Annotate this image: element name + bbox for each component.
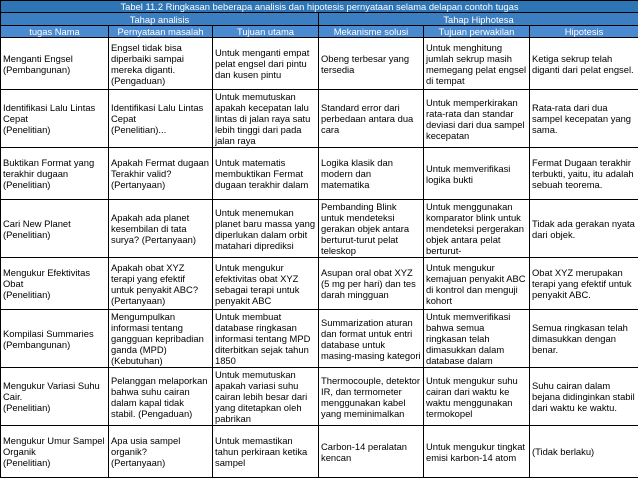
table-title: Tabel 11.2 Ringkasan beberapa analisis dan hipotesis pernyataan selama delapan contoh tugas [1, 1, 638, 13]
col-header-hypothesis: Hipotesis [530, 25, 638, 37]
cell-problem-statement: Apakah Fermat dugaan Terakhir valid? (Pertanyaan) [109, 148, 213, 200]
column-header-row [1, 25, 638, 37]
cell-task-name: Kompilasi Summaries (Pembangunan) [1, 309, 109, 367]
cell-solution-mechanism: Thermocouple, detektor IR, dan termometer menggunakan kabel yang meminimalkan [319, 368, 424, 426]
cell-hypothesis: Rata-rata dari dua sampel kecepatan yang sama. [530, 90, 638, 148]
table-row [1, 309, 638, 367]
cell-task-name: Buktikan Format yang terakhir dugaan (Penelitian) [1, 148, 109, 200]
cell-main-goal: Untuk menemukan planet baru massa yang diperlukan dalam orbit matahari diprediksi [213, 200, 319, 258]
cell-hypothesis: Ketiga sekrup telah diganti dari pelat engsel. [530, 38, 638, 90]
table-row [1, 38, 638, 90]
cell-hypothesis: Tidak ada gerakan nyata dari objek. [530, 200, 638, 258]
col-header-task-name: tugas Nama [1, 25, 109, 37]
cell-hypothesis: Fermat Dugaan terakhir terbukti, yaitu, itu adalah sebuah teorema. [530, 148, 638, 200]
cell-problem-statement: Identifikasi Lalu Lintas Cepat (Penelitian)... [109, 90, 213, 148]
cell-hypothesis: (Tidak berlaku) [530, 426, 638, 478]
cell-task-name: Mengukur Umur Sampel Organik (Penelitian) [1, 426, 109, 478]
cell-representative-goal: Untuk mengukur suhu cairan dari waktu ke waktu menggunakan termokopel [424, 368, 530, 426]
cell-representative-goal: Untuk memverifikasi bahwa semua ringkasan telah dimasukkan dalam database dalam [424, 309, 530, 367]
cell-representative-goal: Untuk memperkirakan rata-rata dan standar deviasi dari dua sampel kecepatan [424, 90, 530, 148]
cell-representative-goal: Untuk memverifikasi logika bukti [424, 148, 530, 200]
table-row [1, 426, 638, 478]
table-row [1, 368, 638, 426]
cell-problem-statement: Apa usia sampel organik? (Pertanyaan) [109, 426, 213, 478]
cell-hypothesis: Suhu cairan dalam bejana didinginkan stabil dari waktu ke waktu. [530, 368, 638, 426]
cell-solution-mechanism: Asupan oral obat XYZ (5 mg per hari) dan tes darah mingguan [319, 258, 424, 310]
cell-solution-mechanism: Summarization aturan dan format untuk entri database untuk masing-masing kategori [319, 309, 424, 367]
table-row [1, 90, 638, 148]
cell-representative-goal: Untuk menggunakan komparator blink untuk mendeteksi pergerakan objek antara pelat berturut- [424, 200, 530, 258]
cell-solution-mechanism: Carbon-14 peralatan kencan [319, 426, 424, 478]
cell-representative-goal: Untuk mengukur kemajuan penyakit ABC di kontrol dan menguji kohort [424, 258, 530, 310]
cell-main-goal: Untuk memutuskan apakah kecepatan lalu lintas di jalan raya satu lebih tinggi dari pada jalan raya [213, 90, 319, 148]
table-row [1, 258, 638, 310]
cell-hypothesis: Obat XYZ merupakan terapi yang efektif untuk penyakit ABC. [530, 258, 638, 310]
title-row [1, 1, 638, 13]
cell-task-name: Menganti Engsel (Pembangunan) [1, 38, 109, 90]
group-header-row [1, 13, 638, 25]
cell-hypothesis: Semua ringkasan telah dimasukkan dengan benar. [530, 309, 638, 367]
cell-representative-goal: Untuk mengukur tingkat emisi karbon-14 atom [424, 426, 530, 478]
cell-problem-statement: Engsel tidak bisa diperbaiki sampai mereka diganti. (Pengaduan) [109, 38, 213, 90]
table-row [1, 200, 638, 258]
cell-solution-mechanism: Standard error dari perbedaan antara dua cara [319, 90, 424, 148]
cell-problem-statement: Apakah ada planet kesembilan di tata surya? (Pertanyaan) [109, 200, 213, 258]
group-analysis-header: Tahap analisis [1, 13, 319, 25]
group-hypothesis-header: Tahap Hiphotesa [319, 13, 638, 25]
cell-main-goal: Untuk menganti empat pelat engsel dari pintu dan kusen pintu [213, 38, 319, 90]
cell-main-goal: Untuk mengukur efektivitas obat XYZ sebagai terapi untuk penyakit ABC [213, 258, 319, 310]
cell-task-name: Identifikasi Lalu Lintas Cepat (Penelitian) [1, 90, 109, 148]
cell-problem-statement: Pelanggan melaporkan bahwa suhu cairan dalam kapal tidak stabil. (Pengaduan) [109, 368, 213, 426]
cell-main-goal: Untuk matematis membuktikan Fermat dugaan terakhir dalam [213, 148, 319, 200]
cell-problem-statement: Mengumpulkan informasi tentang gangguan kepribadian ganda (MPD) (Kebutuhan) [109, 309, 213, 367]
cell-task-name: Mengukur Efektivitas Obat (Penelitian) [1, 258, 109, 310]
cell-solution-mechanism: Obeng terbesar yang tersedia [319, 38, 424, 90]
cell-main-goal: Untuk memutuskan apakah variasi suhu cairan lebih besar dari yang ditetapkan oleh pabrikan [213, 368, 319, 426]
cell-task-name: Cari New Planet (Penelitian) [1, 200, 109, 258]
col-header-representative-goal: Tujuan perwakilan [424, 25, 530, 37]
cell-main-goal: Untuk membuat database ringkasan informasi tentang MPD diterbitkan sejak tahun 1850 [213, 309, 319, 367]
cell-problem-statement: Apakah obat XYZ terapi yang efektif untuk penyakit ABC? (Pertanyaan) [109, 258, 213, 310]
cell-representative-goal: Untuk menghitung jumlah sekrup masih memegang pelat engsel di tempat [424, 38, 530, 90]
col-header-main-goal: Tujuan utama [213, 25, 319, 37]
table-row [1, 148, 638, 200]
cell-main-goal: Untuk memastikan tahun perkiraan ketika sampel [213, 426, 319, 478]
cell-task-name: Mengukur Variasi Suhu Cair. (Penelitian) [1, 368, 109, 426]
col-header-solution-mechanism: Mekanisme solusi [319, 25, 424, 37]
cell-solution-mechanism: Logika klasik dan modern dan matematika [319, 148, 424, 200]
col-header-problem-statement: Pernyataan masalah [109, 25, 213, 37]
cell-solution-mechanism: Pembanding Blink untuk mendeteksi gerakan objek antara berturut-turut pelat teleskop [319, 200, 424, 258]
